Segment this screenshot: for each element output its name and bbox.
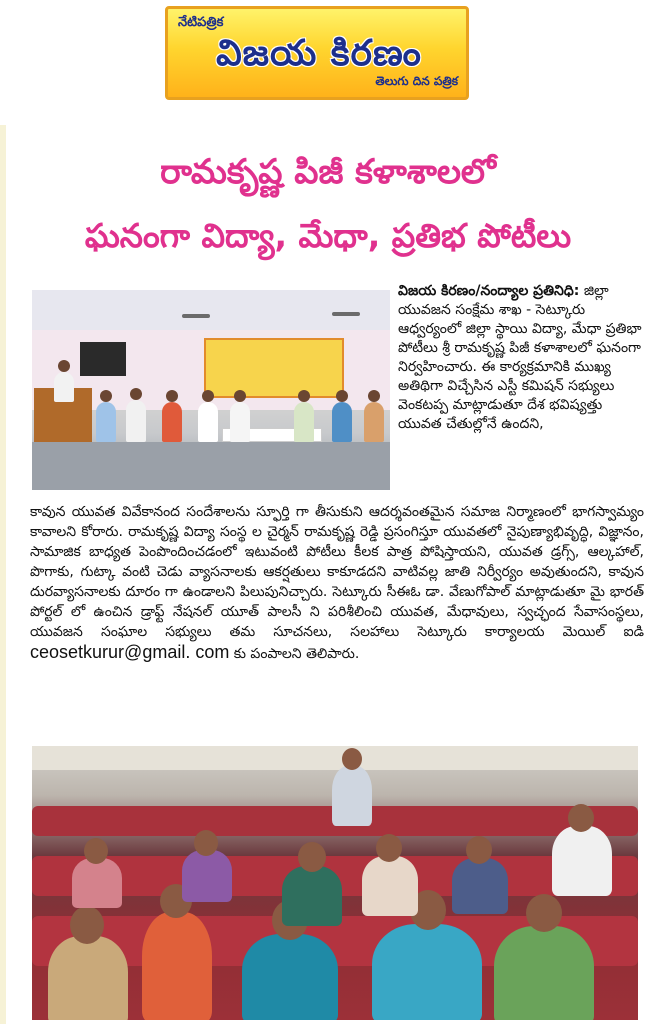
headline-line-2: ఘనంగా విద్యా, మేధా, ప్రతిభ పోటీలు (84, 216, 572, 255)
guest-figure (96, 402, 116, 442)
article-intro (398, 282, 644, 434)
headline (12, 140, 644, 268)
ceiling-fan-icon (182, 314, 210, 318)
masthead-logo (165, 6, 469, 100)
audience-photo (32, 746, 638, 1020)
guest-figure (332, 402, 352, 442)
student-figure (282, 866, 342, 926)
masthead-tagline-top: నేటిపత్రిక (178, 15, 224, 30)
student-figure (372, 924, 482, 1020)
speaker-figure (54, 372, 74, 402)
stage-ceiling (32, 290, 390, 330)
page-edge-stripe (0, 125, 6, 1024)
headline-line-1: రామకృష్ణ పిజీ కళాశాలలో (160, 152, 496, 192)
projector-screen (80, 342, 126, 376)
ceiling-fan-icon (332, 312, 360, 316)
student-figure (72, 858, 122, 908)
student-figure (242, 934, 338, 1020)
article-dateline: విజయ కిరణం/నంద్యాల ప్రతినిధి: (398, 283, 580, 299)
stage-photo (32, 290, 390, 490)
student-figure (552, 826, 612, 896)
student-figure (182, 850, 232, 902)
guest-figure (230, 402, 250, 442)
guest-figure (294, 402, 314, 442)
guest-figure (126, 400, 146, 442)
student-figure (362, 856, 418, 916)
student-figure (332, 766, 372, 826)
article-closing: కు పంపాలని తెలిపారు. (229, 646, 360, 662)
article-body (30, 502, 644, 664)
masthead-brand-name: విజయ కిరణం (216, 33, 422, 74)
event-banner (204, 338, 344, 398)
student-figure (142, 912, 212, 1020)
hall-wall (32, 746, 638, 770)
guest-figure (364, 402, 384, 442)
stage-floor (32, 442, 390, 490)
student-figure (494, 926, 594, 1020)
student-figure (452, 858, 508, 914)
article-body-text: కావున యువత వివేకానంద సందేశాలను స్ఫూర్తి గా తీసుకుని ఆదర్శవంతమైన సమాజ నిర్మాణంలో భాగస్వామ్యం కావాలని కోరారు. రామకృష్ణ విద్యా సంస్థ ల చైర్మన్ రామకృష్ణ రెడ్డి ప్రసంగిస్తూ యువతలో నైపుణ్యాభివృద్ధి, విజ్ఞానం, సామాజిక బాధ్యత పెంపొందించడంలో ఇటువంటి పోటీలు కీలక పాత్ర పోషిస్తాయని, యువత డ్రగ్స్, ఆల్కహాల్, పొగాకు, గుట్కా వంటి చెడు వ్యాసనాలకు ఆకర్షతులు కాకూడదని వాటివల్ల జాతి నిర్వీర్యం అవుతుందని, కావున దురవ్యాసనాలకు దూరం గా ఉండాలని పిలుపునిచ్చారు. సెట్కూరు సీఈఓ డా. వేణుగోపాల్ మాట్లాడుతూ మై భారత్ పోర్టల్ లో ఉంచిన డ్రాఫ్ట్ నేషనల్ యూత్ పాలసీ ని పరిశీలించి యువత, మేధావులు, స్వచ్ఛంద సేవాసంస్థలు, యువజన సంఘాల సభ్యులు తమ సూచనలు, సలహాలు సెట్కూరు కార్యాలయ మెయిల్ ఐడి (30, 504, 644, 640)
masthead-tagline-bottom: తెలుగు దిన పత్రిక (375, 74, 458, 88)
guest-figure (162, 402, 182, 442)
article-intro-text: జిల్లా యువజన సంక్షేమ శాఖ - సెట్కూరు ఆధ్వర్యంలో జిల్లా స్థాయి విద్యా, మేధా ప్రతిభా పోటీలు శ్రీ రామకృష్ణ పిజీ కళాశాలలో ఘనంగా నిర్వహించారు. ఈ కార్యక్రమానికి ముఖ్య అతిథిగా విచ్చేసిన ఎస్టీ కమిషన్ సభ్యులు వెంకటప్ప మాట్లాడుతూ దేశ భవిష్యత్తు యువత చేతుల్లోనే ఉందని, (398, 283, 642, 432)
student-figure (48, 936, 128, 1020)
contact-email: ceosetkurur@gmail. com (30, 642, 230, 662)
guest-figure (198, 402, 218, 442)
